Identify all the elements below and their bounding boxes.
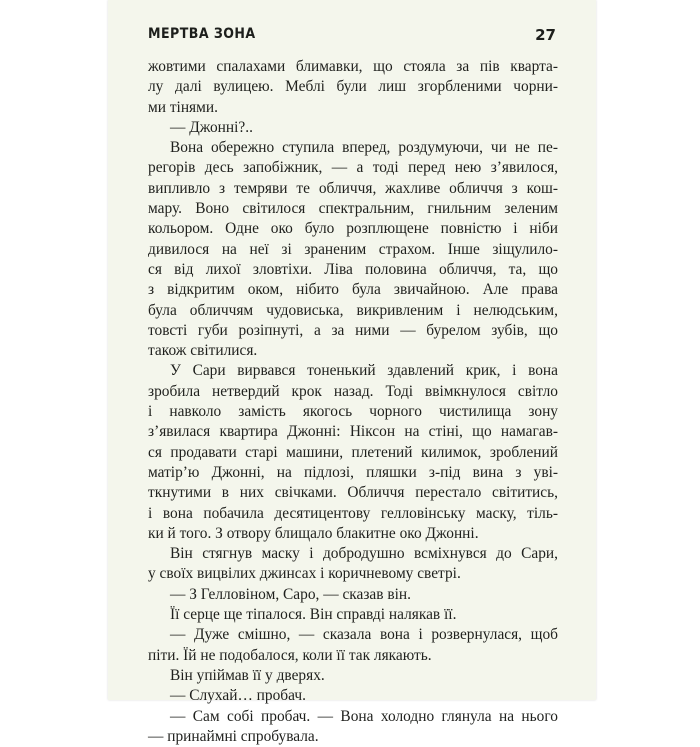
body-text [148, 57, 558, 747]
text-line: і навколо замість якогось чорного чистилища зону [148, 403, 558, 421]
text-line: зробила нетвердий крок назад. Тоді ввімкнулося світло [148, 382, 558, 400]
text-line: випливло з темряви те обличчя, жахливе обличчя з кош- [148, 179, 558, 197]
text-line: Її серце ще тіпалося. Він справді налякав її. [170, 606, 457, 624]
text-line: ся від лихої зловтіхи. Ліва половина обличчя, та, що [148, 260, 558, 278]
text-line: ми тінями. [148, 98, 218, 116]
text-line: з відкритим оком, нібито була звичайною. Але права [148, 281, 558, 299]
text-line: — Сам собі пробач. — Вона холодно глянула на нього [170, 707, 558, 725]
text-line: Він стягнув маску і добродушно всміхнувся до Сари, [170, 545, 558, 563]
text-line: була обличчям чудовиська, викривленим і нелюдським, [148, 301, 558, 319]
text-line: кольором. Одне око було розплющене повністю і ніби [148, 220, 558, 238]
text-line: лу далі вулицею. Меблі були лиш згорбленими чорни- [148, 78, 558, 96]
text-line: мару. Воно світилося спектральним, гнильним зеленим [148, 200, 558, 218]
book-page [108, 0, 596, 745]
text-line: ся продавати старі машини, плетений килимок, зроблений [148, 443, 558, 461]
text-line: піти. Їй не подобалося, коли її так лякають. [148, 646, 432, 664]
text-line: — принаймні спробувала. [148, 727, 319, 745]
text-line: жовтими спалахами блимавки, що стояла за пів кварта- [148, 58, 558, 75]
text-line: — Дуже смішно, — сказала вона і розвернулася, щоб [170, 626, 558, 644]
text-line: У Сари вирвався тоненький здавлений крик, і вона [170, 362, 558, 380]
text-line: Він упіймав її у дверях. [170, 666, 325, 684]
text-line: — Слухай… пробач. [170, 687, 306, 705]
text-line: матір’ю Джонні, на підлозі, пляшки з-під вина з уві- [148, 463, 558, 481]
text-line: дивилося на неї зі зраненим страхом. Інше зіщулило- [148, 240, 558, 258]
text-line: ткнутими в них свічками. Обличчя перестало світитись, [148, 484, 558, 502]
text-line: у своїх вицвілих джинсах і коричневому светрі. [148, 565, 461, 583]
text-line: Вона обережно ступила вперед, роздумуючи, чи не пе- [170, 139, 558, 157]
running-head [148, 26, 556, 48]
text-line: ки й того. З отвору блищало блакитне око Джонні. [148, 524, 479, 542]
page-number: 27 [535, 26, 556, 44]
text-line: — Джонні?.. [170, 118, 253, 136]
text-line: регорів десь запобіжник, — а тоді перед нею з’явилося, [148, 159, 558, 177]
text-line: — З Гелловіном, Саро, — сказав він. [170, 585, 412, 603]
text-line: також світилися. [148, 342, 258, 360]
text-line: з’явилася квартира Джонні: Ніксон на стіні, що намагав- [148, 423, 558, 441]
text-line: і вона побачила десятицентову гелловінську маску, тіль- [148, 504, 558, 522]
text-line: товсті губи розіпнуті, а за ними — бурелом зубів, що [148, 321, 558, 339]
running-title: МЕРТВА ЗОНА [148, 26, 256, 42]
